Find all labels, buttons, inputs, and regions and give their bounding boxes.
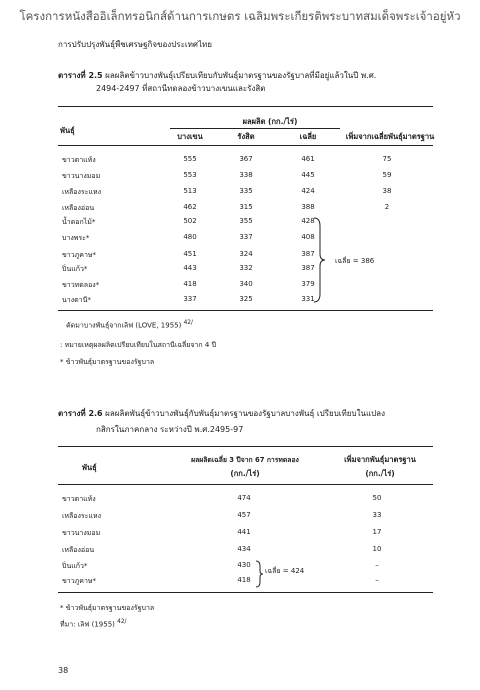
- table2-caption-line2: กสิกรในภาคกลาง ระหว่างปี พ.ศ.2495-97: [96, 425, 244, 434]
- table1-top-rule: [58, 106, 433, 107]
- yield-value: 441: [237, 528, 251, 536]
- variety-name: ขาวทดลอง*: [62, 281, 100, 289]
- yield-value: 418: [237, 576, 251, 584]
- table2-source-ref: 42/: [117, 619, 127, 625]
- table2-label: ตารางที่ 2.6: [58, 409, 103, 418]
- increase-value: –: [375, 576, 379, 584]
- table2-source: [60, 619, 127, 630]
- rangsit-value: 325: [239, 295, 253, 303]
- rangsit-value: 338: [239, 171, 253, 179]
- table2-source-text: ที่มา: เลิฟ (1955): [60, 620, 115, 629]
- rangsit-value: 324: [239, 250, 253, 258]
- increase-value: –: [375, 561, 379, 569]
- avg-value: 387: [301, 264, 315, 272]
- bangkhen-value: 443: [183, 264, 197, 272]
- table2-top-rule: [58, 446, 433, 447]
- table2-bottom-rule: [58, 592, 433, 593]
- table2-col-yield: ผลผลิตเฉลี่ย 3 ปีจาก 67 การทดลอง: [191, 456, 299, 464]
- table2-caption-line1: ผลผลิตพันธุ์ข้าวบางพันธุ์กับพันธุ์มาตรฐานของรัฐบาลบางพันธุ์ เปรียบเทียบในแปลง: [105, 409, 385, 418]
- table1-col-rangsit: รังสิต: [237, 132, 255, 141]
- yield-value: 457: [237, 511, 251, 519]
- table1-label: ตารางที่ 2.5: [58, 71, 103, 80]
- avg-value: 408: [301, 233, 315, 241]
- table1-bottom-rule: [58, 310, 433, 311]
- avg-value: 424: [301, 187, 315, 195]
- avg-value: 428: [301, 217, 315, 225]
- table1-caption-line2: 2494-2497 ที่สถานีทดลองข้าวบางเขนและรังสิต: [96, 84, 266, 93]
- avg-value: 445: [301, 171, 315, 179]
- variety-name: ขาวภูคาษ*: [62, 577, 96, 585]
- table1-col-variety: พันธุ์: [60, 126, 75, 135]
- bangkhen-value: 418: [183, 280, 197, 288]
- table1-source: [66, 320, 193, 331]
- variety-name: ปิ่นแก้ว*: [62, 562, 88, 570]
- rangsit-value: 315: [239, 203, 253, 211]
- yield-value: 434: [237, 545, 251, 553]
- table2-col-increase-unit: (กก./ไร่): [365, 469, 395, 478]
- table1-group-rule: [170, 128, 340, 129]
- variety-name: บางพระ*: [62, 234, 90, 242]
- avg-value: 331: [301, 295, 315, 303]
- bangkhen-value: 462: [183, 203, 197, 211]
- avg-value: 388: [301, 203, 315, 211]
- bangkhen-value: 555: [183, 155, 197, 163]
- variety-name: ขาวภูคาษ*: [62, 251, 96, 259]
- rangsit-value: 335: [239, 187, 253, 195]
- table1-col-increase: เพิ่มจากเฉลี่ยพันธุ์มาตรฐาน: [345, 132, 435, 141]
- page-header: โครงการหนังสืออิเล็กทรอนิกส์ด้านการเกษตร เฉลิมพระเกียรติพระบาทสมเด็จพระเจ้าอยู่หัว: [19, 9, 461, 23]
- variety-name: เหลืองระแหง: [62, 188, 101, 196]
- variety-name: เหลืองอ่อน: [62, 204, 95, 212]
- variety-name: นางตานี*: [62, 296, 91, 304]
- variety-name: ขาวนางมอม: [62, 172, 101, 180]
- table1-average-note: เฉลี่ย = 386: [335, 257, 375, 265]
- avg-value: 379: [301, 280, 315, 288]
- table1-col-yield-group: ผลผลิต (กก./ไร่): [242, 117, 298, 126]
- rangsit-value: 367: [239, 155, 253, 163]
- table2-col-variety: พันธุ์: [82, 463, 97, 472]
- table2-standard-note: * ข้าวพันธุ์มาตรฐานของรัฐบาล: [60, 604, 155, 612]
- rangsit-value: 340: [239, 280, 253, 288]
- page-number: 38: [58, 666, 69, 675]
- increase-value: 38: [382, 187, 392, 195]
- table1-caption: [58, 70, 376, 82]
- increase-value: 33: [372, 511, 382, 519]
- increase-value: 59: [382, 171, 392, 179]
- table2-average-note: เฉลี่ย = 424: [265, 567, 305, 575]
- variety-name: ขาวตาแห้ง: [62, 495, 96, 503]
- bangkhen-value: 513: [183, 187, 197, 195]
- variety-name: เหลืองระแหง: [62, 512, 101, 520]
- variety-name: ปิ่นแก้ว*: [62, 265, 88, 273]
- variety-name: ขาวตาแห้ง: [62, 156, 96, 164]
- section-title: การปรับปรุงพันธุ์พืชเศรษฐกิจของประเทศไทย: [58, 40, 212, 49]
- bangkhen-value: 480: [183, 233, 197, 241]
- table1-source-text: คัดมาบางพันธุ์จากเลิฟ (LOVE, 1955): [66, 321, 182, 330]
- table1-standard-note: * ข้าวพันธุ์มาตรฐานของรัฐบาล: [60, 358, 155, 366]
- rangsit-value: 355: [239, 217, 253, 225]
- variety-name: ขาวนางมอม: [62, 529, 101, 537]
- increase-value: 17: [372, 528, 382, 536]
- avg-value: 461: [301, 155, 315, 163]
- table2-caption: [58, 408, 385, 420]
- table2-brace: [254, 560, 264, 588]
- increase-value: 10: [372, 545, 382, 553]
- rangsit-value: 332: [239, 264, 253, 272]
- table1-col-bangkhen: บางเขน: [177, 132, 203, 141]
- increase-value: 2: [384, 203, 390, 211]
- increase-value: 75: [382, 155, 392, 163]
- avg-value: 387: [301, 250, 315, 258]
- table2-header-rule: [58, 484, 433, 485]
- bangkhen-value: 502: [183, 217, 197, 225]
- table1-source-ref: 42/: [183, 320, 193, 326]
- table1-col-avg: เฉลี่ย: [299, 132, 317, 141]
- table1-header-rule: [58, 145, 433, 146]
- rangsit-value: 337: [239, 233, 253, 241]
- table1-caption-line1: ผลผลิตข้าวบางพันธุ์เปรียบเทียบกับพันธุ์มาตรฐานของรัฐบาลที่มีอยู่แล้วในปี พ.ศ.: [105, 71, 377, 80]
- variety-name: เหลืองอ่อน: [62, 546, 95, 554]
- table1-brace: [312, 216, 326, 304]
- yield-value: 474: [237, 494, 251, 502]
- bangkhen-value: 451: [183, 250, 197, 258]
- increase-value: 50: [372, 494, 382, 502]
- yield-value: 430: [237, 561, 251, 569]
- table2-col-increase: เพิ่มจากพันธุ์มาตรฐาน: [344, 455, 416, 464]
- bangkhen-value: 337: [183, 295, 197, 303]
- variety-name: น้ำดอกไม้*: [62, 218, 96, 226]
- table2-col-yield-unit: (กก./ไร่): [230, 469, 260, 478]
- table1-note: : หมายเหตุผลผลิตเปรียบเทียบในสถานีเฉลี่ยจาก 4 ปี: [60, 341, 217, 349]
- bangkhen-value: 553: [183, 171, 197, 179]
